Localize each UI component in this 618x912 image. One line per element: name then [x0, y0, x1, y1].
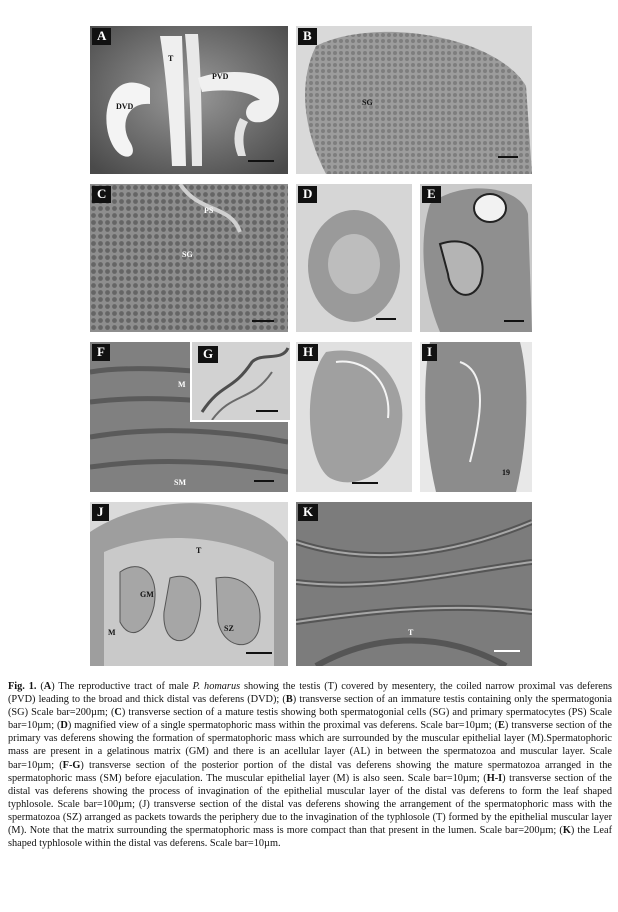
panel-j-label-sz: SZ: [224, 624, 234, 633]
figure-caption: [8, 680, 612, 850]
panel-g: [190, 342, 290, 422]
caption-species: P. homarus: [192, 681, 241, 692]
caption-key-hi: H-I: [486, 772, 503, 784]
panel-g-scale-bar: [256, 410, 278, 412]
panel-k-label-t: T: [408, 628, 414, 637]
panel-d-tag: D: [298, 186, 317, 203]
caption-key-c: C: [114, 707, 122, 719]
caption-text-9: ) the Leaf shaped typhlosole within the distal vas deferens. Scale bar=10µm.: [8, 825, 612, 850]
panel-f-tag: F: [92, 344, 110, 361]
caption-text-4: ) transverse section of a mature testis showing both spermatogonial cells (SG) and primary spermatocytes (PS) Scale bar=10µm; (: [8, 707, 612, 732]
panel-h-image: [296, 342, 412, 492]
panel-j-label-gm: GM: [140, 590, 154, 599]
panel-a: [90, 26, 288, 174]
panel-d-scale-bar: [376, 318, 396, 320]
panel-c-tag: C: [92, 186, 111, 203]
panel-i: [420, 342, 532, 492]
panel-i-tag: I: [422, 344, 437, 361]
caption-key-d: D: [60, 720, 68, 732]
panel-j-image: [90, 502, 288, 666]
panel-j-scale-bar: [246, 652, 272, 654]
panel-g-tag: G: [198, 346, 218, 363]
panel-k-tag: K: [298, 504, 318, 521]
figure-caption-label: Fig. 1.: [8, 681, 37, 692]
caption-text-5: ) magnified view of a single spermatophoric mass within the proximal vas deferens. Scale bar=10µm; (: [67, 720, 498, 732]
panel-d-image: [296, 184, 412, 332]
panel-f-scale-bar: [254, 480, 274, 482]
panel-c-scale-bar: [252, 320, 274, 322]
panel-j-tag: J: [92, 504, 109, 521]
panel-a-scale-bar: [248, 160, 274, 162]
caption-text-6: ) transverse section of the primary vas deferens showing the formation of spermatophoric mass which are surrounded by the muscular epithelial layer (M).Spermatophoric mass are present in a gelatinous matrix (GM) and there is an acellular layer (AL) in between the spermatozoa and muscular layer. Scale bar=10µm; (: [8, 720, 612, 771]
panel-b-label-sg: SG: [362, 98, 373, 107]
panel-h-scale-bar: [352, 482, 378, 484]
caption-text-8: ) transverse section of the distal vas deferens showing the process of invagination of the epithelial muscular layer of the distal vas deferens to form the leaf shaped typhlosole. Scale bar=100µm; (J) transverse section of the distal vas deferens showing the arrangement of the spermatophoric mass with the spermatozoa (SZ) arranged as packets towards the periphery due to the invagination of the typhlosole (T) formed by the epithelial muscular layer (M). Note that the matrix surrounding the spermatophoric mass is more compact than that present in the lumen. Scale bar=200µm; (: [8, 772, 612, 837]
caption-text-0: The reproductive tract of male: [54, 681, 193, 692]
panel-a-label-t: T: [168, 54, 174, 63]
panel-c: [90, 184, 288, 332]
caption-key-b: B: [285, 694, 293, 706]
panel-d: [296, 184, 412, 332]
caption-text-3: ) transverse section of an immature testis containing only the spermatogonia (SG) Scale bar=200µm; (: [8, 694, 612, 719]
panel-a-label-pvd: PVD: [212, 72, 229, 81]
panel-k: [296, 502, 532, 666]
panel-i-image: [420, 342, 532, 492]
caption-key-a: A: [43, 681, 52, 692]
caption-key-k: K: [562, 825, 571, 837]
caption-key-fg: F-G: [62, 759, 81, 771]
panel-b-image: [296, 26, 532, 174]
caption-key-e: E: [498, 720, 505, 732]
panel-j-label-m: M: [108, 628, 116, 637]
panel-e-scale-bar: [504, 320, 524, 322]
panel-i-label-sample: 19: [502, 468, 510, 477]
panel-c-label-sg: SG: [182, 250, 193, 259]
panel-a-tag: A: [92, 28, 111, 45]
panel-a-image: [90, 26, 288, 174]
panel-f-label-sm: SM: [174, 478, 186, 487]
panel-e-image: [420, 184, 532, 332]
panel-e-tag: E: [422, 186, 441, 203]
panel-h: [296, 342, 412, 492]
panel-a-label-dvd: DVD: [116, 102, 134, 111]
panel-b-scale-bar: [498, 156, 518, 158]
panel-e: [420, 184, 532, 332]
panel-b: [296, 26, 532, 174]
panel-h-tag: H: [298, 344, 318, 361]
panel-k-image: [296, 502, 532, 666]
panel-f-label-m: M: [178, 380, 186, 389]
panel-c-label-ps: PS: [204, 206, 214, 215]
panel-b-tag: B: [298, 28, 317, 45]
caption-text-2: showing the testis (T) covered by mesentery, the coiled narrow proximal vas deferens (PVD) leading to the broad and thick distal vas deferens (DVD); (: [8, 681, 613, 706]
figure-caption-body: (A) The reproductive tract of male P. homarus showing the testis (T) covered by mesentery, the coiled narrow proximal vas deferens (PVD) leading to the broad and thick distal vas deferens (DVD); (B) transverse section of an immature testis containing only the spermatogonia (SG) Scale bar=200µm; (C) transverse section of a mature testis showing both spermatogonial cells (SG) and primary spermatocytes (PS) Scale bar=10µm; (D) magnified view of a single spermatophoric mass within the proximal vas deferens. Scale bar=10µm; (E) transverse section of the primary vas deferens showing the formation of spermatophoric mass which are surrounded by the muscular epithelial layer (M).Spermatophoric mass are present in a gelatinous matrix (GM) and there is an acellular layer (AL) in between the spermatozoa and muscular layer. Scale bar=10µm; (F-G) transverse section of the posterior portion of the distal vas deferens showing the mature spermatozoa arranged in the spermatophoric mass (SM) before ejaculation. The muscular epithelial layer (M) is also seen. Scale bar=10µm; (H-I) transverse section of the distal vas deferens showing the process of invagination of the epithelial muscular layer of the distal vas deferens to form the leaf shaped typhlosole. Scale bar=100µm; (J) transverse section of the distal vas deferens showing the arrangement of the spermatophoric mass with the spermatozoa (SZ) arranged as packets towards the periphery due to the invagination of the typhlosole (T) formed by the epithelial muscular layer (M). Note that the matrix surrounding the spermatophoric mass is more compact than that present in the lumen. Scale bar=200µm; (K) the Leaf shaped typhlosole within the distal vas deferens. Scale bar=10µm.: [8, 681, 613, 850]
panel-j: [90, 502, 288, 666]
caption-text-7: ) transverse section of the posterior portion of the distal vas deferens showing the mature spermatozoa arranged in the spermatophoric mass (SM) before ejaculation. The muscular epithelial layer (M) is also seen. Scale bar=10µm; (: [8, 759, 612, 784]
panel-k-scale-bar: [494, 650, 520, 652]
panel-j-label-t: T: [196, 546, 202, 555]
